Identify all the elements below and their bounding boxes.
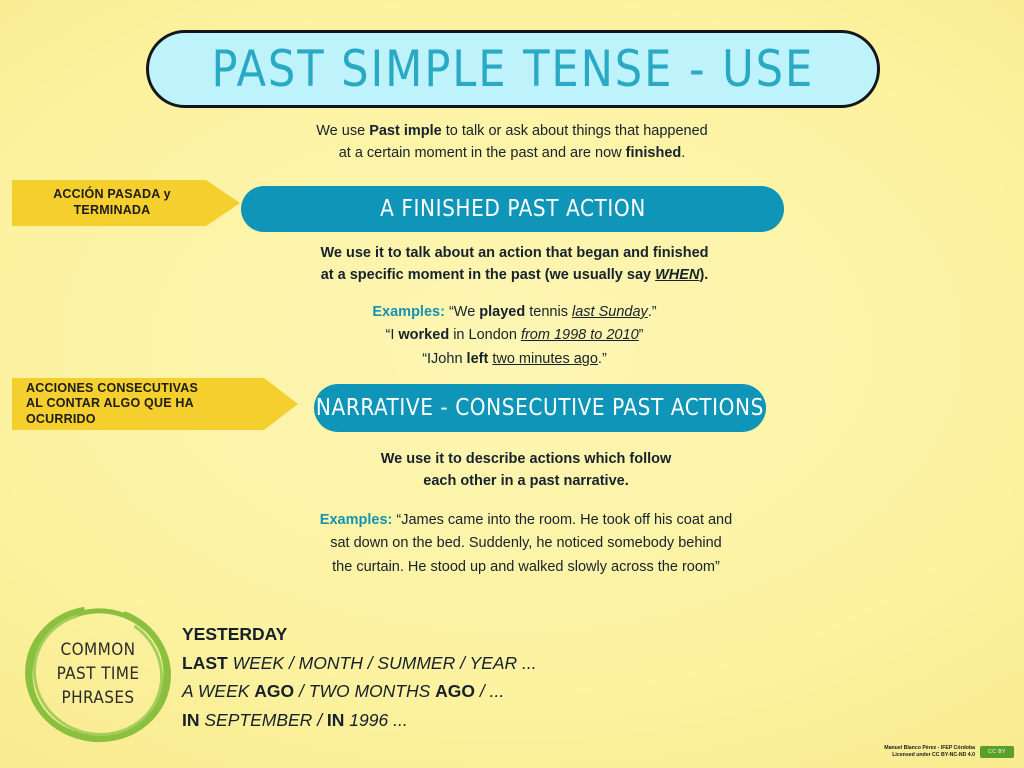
past-time-phrases-list — [182, 620, 802, 734]
intro-line-1: We use Past imple to talk or ask about things that happened — [316, 123, 708, 139]
example-row: the curtain. He stood up and walked slowly across the room” — [332, 558, 720, 575]
arrow-label-acciones-consecutivas — [12, 378, 312, 430]
phrase-row: A WEEK AGO / TWO MONTHS AGO / ... — [182, 681, 505, 702]
section-1-body — [242, 242, 787, 371]
creative-commons-badge-icon: CC BY — [980, 746, 1014, 758]
section-2-examples — [262, 509, 790, 579]
arrow-label-text: ACCIÓN PASADA y TERMINADA — [53, 187, 171, 217]
phrase-row: YESTERDAY — [182, 624, 288, 644]
arrow-tip-icon — [206, 180, 240, 226]
example-row: Examples: “James came into the room. He took off his coat and — [319, 511, 733, 528]
example-row: Examples: “We played tennis last Sunday.” — [372, 303, 657, 320]
phrase-row: IN SEPTEMBER / IN 1996 ... — [182, 709, 408, 730]
intro-line-2: at a certain moment in the past and are now finished. — [338, 145, 686, 162]
page-title-box — [146, 30, 880, 108]
intro-paragraph — [262, 120, 762, 165]
page-title: PAST SIMPLE TENSE - USE — [211, 40, 815, 98]
stamp-text: COMMON PAST TIME PHRASES — [56, 640, 140, 708]
banner-finished-past-action — [241, 186, 784, 232]
phrase-row: LAST WEEK / MONTH / SUMMER / YEAR ... — [182, 652, 537, 673]
arrow-label-accion-pasada — [12, 180, 240, 226]
example-row: sat down on the bed. Suddenly, he noticed somebody behind — [330, 535, 722, 552]
banner-label: NARRATIVE - CONSECUTIVE PAST ACTIONS — [316, 395, 765, 421]
arrow-label-body — [12, 378, 264, 430]
example-row: “I worked in London from 1998 to 2010” — [385, 327, 644, 344]
section-2-lead: We use it to describe actions which follow each other in a past narrative. — [380, 451, 672, 490]
when-keyword: WHEN — [655, 267, 700, 284]
arrow-label-body — [12, 180, 206, 226]
section-2-body — [262, 448, 790, 579]
common-past-time-phrases-stamp — [20, 600, 176, 748]
credit-footer — [884, 745, 1014, 760]
section-1-examples — [242, 301, 787, 371]
section-1-lead: We use it to talk about an action that began and finished at a specific moment in the past (we usually say WHEN). — [320, 245, 709, 284]
banner-label: A FINISHED PAST ACTION — [379, 196, 646, 222]
banner-narrative-consecutive — [314, 384, 766, 432]
arrow-label-text: ACCIONES CONSECUTIVAS AL CONTAR ALGO QUE HA OCURRIDO — [26, 380, 199, 426]
credit-text: Manuel Blanco Pérez - IFEP Córdoba Licensed under CC BY-NC-ND 4.0 — [884, 744, 975, 759]
arrow-tip-icon — [264, 378, 298, 430]
example-row: “IJohn left two minutes ago.” — [422, 350, 607, 367]
